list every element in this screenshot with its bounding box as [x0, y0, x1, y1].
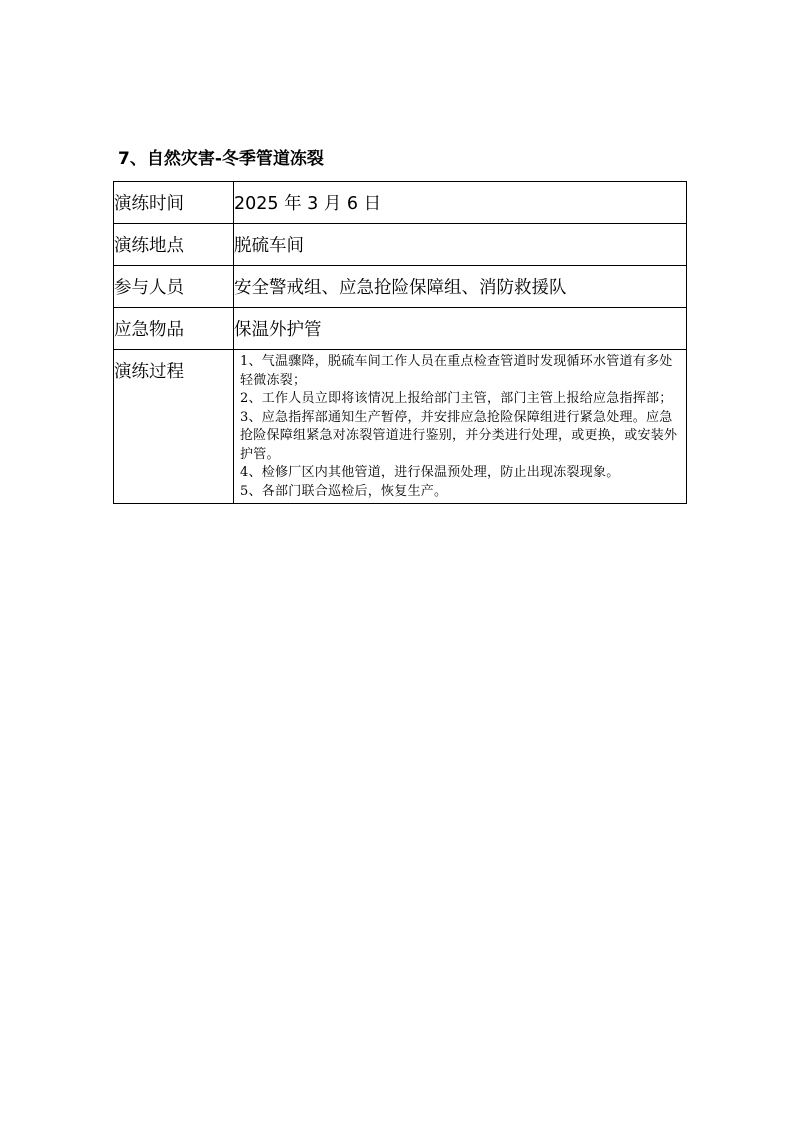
participants-label: 参与人员 — [114, 266, 234, 308]
drill-process-text — [240, 353, 682, 501]
table-row-drill-process — [114, 350, 687, 504]
process-step: 3、应急指挥部通知生产暂停，并安排应急抢险保障组进行紧急处理。应急抢险保障组紧急对冻裂管道进行鉴别，并分类进行处理，或更换，或安装外护管。 — [240, 409, 678, 462]
drill-location-label: 演练地点 — [114, 224, 234, 266]
drill-process-label: 演练过程 — [114, 350, 234, 504]
process-step: 4、检修厂区内其他管道，进行保温预处理，防止出现冻裂现象。 — [240, 465, 620, 480]
process-step: 2、工作人员立即将该情况上报给部门主管，部门主管上报给应急指挥部； — [240, 391, 673, 406]
emergency-supplies-value: 保温外护管 — [234, 308, 687, 350]
table-row-emergency-supplies — [114, 308, 687, 350]
drill-location-value: 脱硫车间 — [234, 224, 687, 266]
drill-process-value — [234, 350, 687, 504]
drill-info-table — [113, 181, 687, 504]
participants-value: 安全警戒组、应急抢险保障组、消防救援队 — [234, 266, 687, 308]
process-step: 1、气温骤降，脱硫车间工作人员在重点检查管道时发现循环水管道有多处轻微冻裂； — [240, 354, 673, 388]
process-step: 5、各部门联合巡检后，恢复生产。 — [240, 483, 448, 499]
table-row-drill-location — [114, 224, 687, 266]
emergency-supplies-label: 应急物品 — [114, 308, 234, 350]
drill-time-label: 演练时间 — [114, 182, 234, 224]
table-row-participants — [114, 266, 687, 308]
drill-time-value: 2025 年 3 月 6 日 — [234, 182, 687, 224]
section-heading: 7、自然灾害-冬季管道冻裂 — [118, 149, 324, 169]
table-row-drill-time — [114, 182, 687, 224]
